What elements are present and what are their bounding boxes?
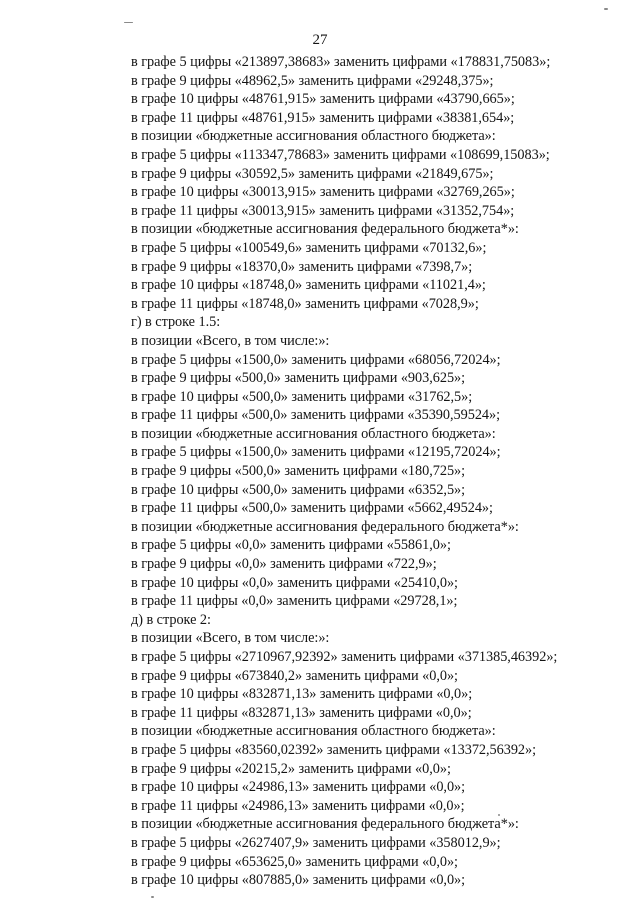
text-line: д) в строке 2: — [131, 611, 211, 628]
text-line: в графе 10 цифры «500,0» заменить цифрами «6352,5»; — [131, 481, 466, 498]
text-line: в позиции «Всего, в том числе:»: — [131, 630, 330, 647]
text-line: в графе 10 цифры «18748,0» заменить цифрами «11021,4»; — [131, 277, 486, 294]
scan-artifact — [604, 8, 608, 10]
text-line: в графе 5 цифры «2710967,92392» заменить цифрами «371385,46392»; — [131, 649, 558, 665]
text-line: в позиции «бюджетные ассигнования областного бюджета»: — [131, 425, 496, 442]
text-line: в графе 10 цифры «0,0» заменить цифрами «25410,0»; — [131, 574, 458, 591]
text-line: в графе 5 цифры «213897,38683» заменить цифрами «178831,75083»; — [131, 54, 551, 70]
text-line: в графе 10 цифры «807885,0» заменить цифрами «0,0»; — [131, 872, 466, 889]
text-line: в графе 11 цифры «24986,13» заменить цифрами «0,0»; — [131, 797, 465, 814]
text-line: в графе 9 цифры «653625,0» заменить цифрами «0,0»; — [131, 853, 458, 870]
scan-artifact — [151, 896, 154, 898]
text-line: в графе 9 цифры «500,0» заменить цифрами «903,625»; — [131, 370, 466, 387]
text-line: в графе 5 цифры «1500,0» заменить цифрами «68056,72024»; — [131, 351, 501, 368]
text-line: в графе 9 цифры «673840,2» заменить цифрами «0,0»; — [131, 667, 458, 684]
text-line: в графе 11 цифры «18748,0» заменить цифрами «7028,9»; — [131, 295, 479, 312]
text-line: в графе 10 цифры «24986,13» заменить цифрами «0,0»; — [131, 779, 466, 796]
text-line: в позиции «бюджетные ассигнования областного бюджета»: — [131, 723, 496, 740]
text-line: в графе 11 цифры «0,0» заменить цифрами «29728,1»; — [131, 593, 458, 610]
text-line: в графе 10 цифры «30013,915» заменить цифрами «32769,265»; — [131, 184, 515, 201]
text-line: в графе 11 цифры «832871,13» заменить цифрами «0,0»; — [131, 704, 472, 721]
text-line: в графе 5 цифры «1500,0» заменить цифрами «12195,72024»; — [131, 444, 501, 461]
text-line: в графе 11 цифры «500,0» заменить цифрами «35390,59524»; — [131, 407, 501, 424]
text-line: в графе 9 цифры «20215,2» заменить цифрами «0,0»; — [131, 760, 451, 777]
text-line: в графе 10 цифры «48761,915» заменить цифрами «43790,665»; — [131, 91, 515, 108]
text-line: в графе 11 цифры «500,0» заменить цифрами «5662,49524»; — [131, 500, 493, 517]
text-line: в позиции «бюджетные ассигнования федерального бюджета*»: — [131, 221, 519, 238]
text-line: г) в строке 1.5: — [131, 314, 221, 331]
text-line: в графе 9 цифры «48962,5» заменить цифрами «29248,375»; — [131, 72, 494, 89]
text-line: в позиции «бюджетные ассигнования федерального бюджета*»: — [131, 816, 519, 833]
text-line: в графе 5 цифры «83560,02392» заменить цифрами «13372,56392»; — [131, 741, 537, 758]
text-line: в графе 9 цифры «18370,0» заменить цифрами «7398,7»; — [131, 258, 473, 275]
text-line: в графе 5 цифры «100549,6» заменить цифрами «70132,6»; — [131, 239, 487, 256]
text-line: в позиции «бюджетные ассигнования областного бюджета»: — [131, 128, 496, 145]
scan-artifact — [124, 22, 133, 23]
document-body — [131, 53, 631, 890]
text-line: в позиции «Всего, в том числе:»: — [131, 332, 330, 349]
page-number: 27 — [312, 32, 328, 48]
text-line: в графе 5 цифры «113347,78683» заменить цифрами «108699,15083»; — [131, 146, 550, 163]
text-line: в графе 5 цифры «0,0» заменить цифрами «55861,0»; — [131, 537, 451, 554]
text-line: в графе 9 цифры «0,0» заменить цифрами «722,9»; — [131, 556, 437, 573]
text-line: в графе 5 цифры «2627407,9» заменить цифрами «358012,9»; — [131, 834, 501, 851]
text-line: в графе 10 цифры «832871,13» заменить цифрами «0,0»; — [131, 686, 473, 703]
text-line: в графе 10 цифры «500,0» заменить цифрами «31762,5»; — [131, 388, 473, 405]
text-line: в графе 11 цифры «30013,915» заменить цифрами «31352,754»; — [131, 202, 515, 219]
text-line: в позиции «бюджетные ассигнования федерального бюджета*»: — [131, 518, 519, 535]
text-line: в графе 9 цифры «30592,5» заменить цифрами «21849,675»; — [131, 165, 494, 182]
text-line: в графе 11 цифры «48761,915» заменить цифрами «38381,654»; — [131, 109, 515, 126]
text-line: в графе 9 цифры «500,0» заменить цифрами «180,725»; — [131, 463, 466, 480]
